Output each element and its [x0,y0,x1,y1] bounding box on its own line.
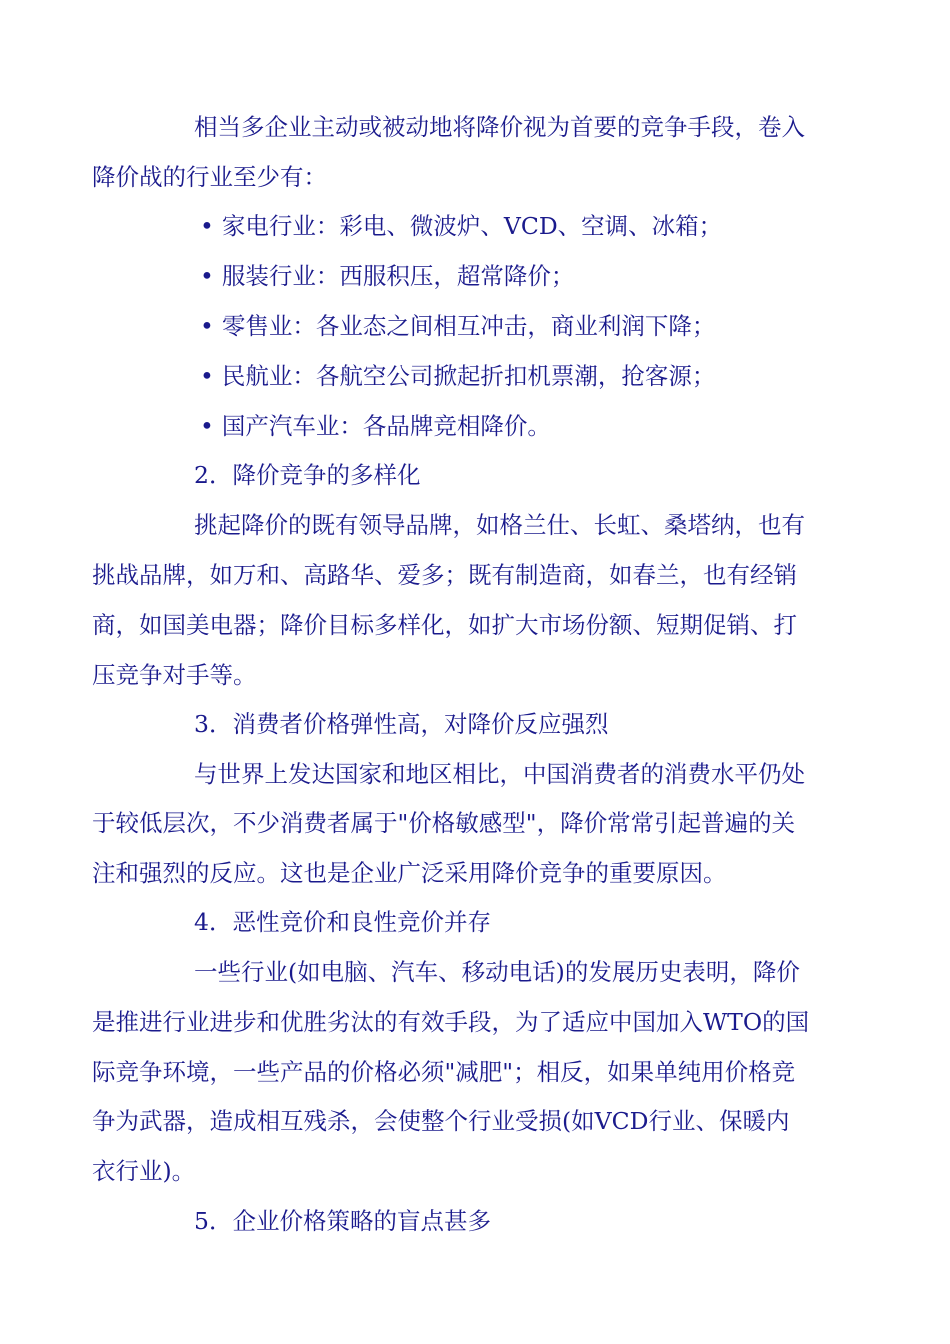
bullet-dot-icon: • [200,362,214,390]
bullet-item [200,356,715,396]
bullet-item [200,306,715,346]
bullet-item [200,206,722,246]
section-heading: 3．消费者价格弹性高，对降价反应强烈 [194,710,609,738]
bullet-item [200,406,551,446]
bullet-item [200,256,574,296]
paragraph-line: 衣行业)。 [92,1157,196,1185]
paragraph-line: 挑战品牌，如万和、高路华、爱多；既有制造商，如春兰，也有经销 [92,561,797,589]
bullet-item-text: 民航业：各航空公司掀起折扣机票潮，抢客源； [221,362,716,390]
paragraph-line: 是推进行业进步和优胜劣汰的有效手段，为了适应中国加入WTO的国 [92,1008,810,1036]
bullet-dot-icon: • [200,412,214,440]
paragraph-line: 商，如国美电器；降价目标多样化，如扩大市场份额、短期促销、打 [92,611,797,639]
bullet-dot-icon: • [200,212,214,240]
paragraph-line: 于较低层次，不少消费者属于"价格敏感型"，降价常常引起普遍的关 [92,809,796,837]
bullet-item-text: 服装行业：西服积压，超常降价； [221,262,575,290]
paragraph-line: 争为武器，造成相互残杀，会使整个行业受损(如VCD行业、保暖内 [92,1107,790,1135]
bullet-dot-icon: • [200,312,214,340]
bullet-dot-icon: • [200,262,214,290]
paragraph-line: 挑起降价的既有领导品牌，如格兰仕、长虹、桑塔纳，也有 [194,511,805,539]
bullet-item-text: 国产汽车业：各品牌竞相降价。 [221,412,551,440]
bullet-item-text: 家电行业：彩电、微波炉、VCD、空调、冰箱； [221,212,723,240]
section-heading: 5．企业价格策略的盲点甚多 [194,1207,491,1235]
paragraph-line: 降价战的行业至少有： [92,163,327,191]
section-heading: 4．恶性竞价和良性竞价并存 [194,908,491,936]
paragraph-line: 与世界上发达国家和地区相比，中国消费者的消费水平仍处 [194,760,805,788]
paragraph-line: 注和强烈的反应。这也是企业广泛采用降价竞争的重要原因。 [92,859,727,887]
paragraph-line: 一些行业(如电脑、汽车、移动电话)的发展历史表明，降价 [194,958,800,986]
bullet-item-text: 零售业：各业态之间相互冲击，商业利润下降； [221,312,716,340]
paragraph-line: 相当多企业主动或被动地将降价视为首要的竞争手段，卷入 [194,113,805,141]
section-heading: 2．降价竞争的多样化 [194,461,421,489]
paragraph-line: 际竞争环境，一些产品的价格必须"减肥"；相反，如果单纯用价格竞 [92,1058,796,1086]
paragraph-line: 压竞争对手等。 [92,661,257,689]
